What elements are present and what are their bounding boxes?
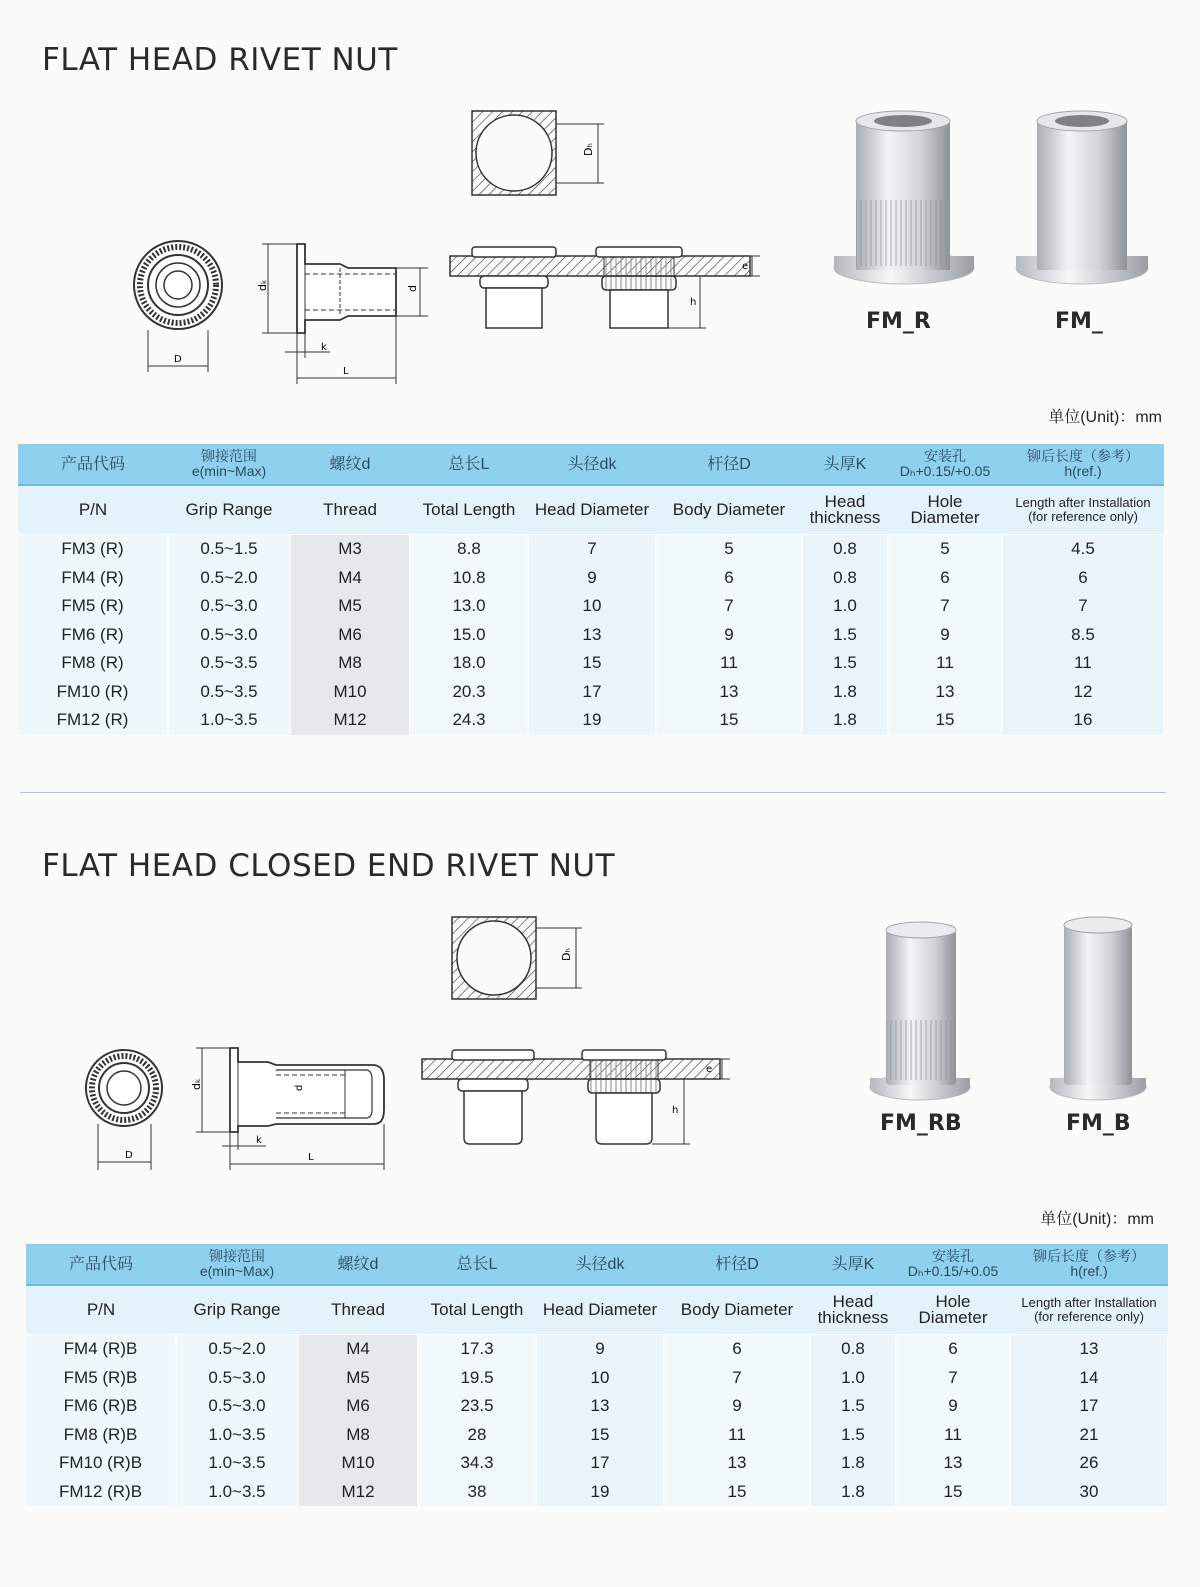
table-cell: 6 [656,564,802,593]
table-cell: M12 [298,1478,418,1507]
header-cn-cell: 安装孔 Dₕ+0.15/+0.05 [896,1244,1010,1285]
svg-text:Dₕ: Dₕ [560,948,573,961]
svg-text:d: d [294,1084,305,1091]
table-cell: 9 [656,621,802,650]
table-cell: 0.8 [810,1335,896,1364]
table-cell: 24.3 [410,706,528,735]
table-cell: 28 [418,1421,536,1450]
table-cell: 10 [528,592,656,621]
svg-text:L: L [308,1152,314,1163]
table-row [26,1478,1168,1507]
table-cell: M5 [298,1364,418,1393]
header-cn-cell: 螺纹d [298,1244,418,1285]
table-row [26,1392,1168,1421]
table-cell: 1.5 [810,1392,896,1421]
table-cell: 15.0 [410,621,528,650]
header-row-en [26,1285,1168,1335]
table-cell: 13 [536,1392,664,1421]
svg-text:h: h [690,297,697,308]
table-cell: 0.5~1.5 [168,535,290,564]
product-label-fm-rb: FM_RB [880,1111,962,1136]
hole-section-icon [452,917,582,999]
table-cell: 7 [896,1364,1010,1393]
table-cell: 11 [656,649,802,678]
table-cell: M4 [290,564,410,593]
header-en-cell: Length after Installation (for reference only) [1002,485,1164,535]
table-cell: FM8 (R) [18,649,168,678]
table-cell: 15 [536,1421,664,1450]
svg-text:k: k [256,1135,262,1146]
table-cell: 4.5 [1002,535,1164,564]
table-cell: 0.5~3.0 [176,1392,298,1421]
table-cell: FM8 (R)B [26,1421,176,1450]
table-cell: 13 [1010,1335,1168,1364]
header-cn-cell: 头径dk [536,1244,664,1285]
table-cell: 1.0~3.5 [176,1478,298,1507]
table-cell: M5 [290,592,410,621]
header-cn-cell: 铆后长度（参考） h(ref.) [1002,444,1164,485]
table-cell: 26 [1010,1449,1168,1478]
dh-label: Dₕ [582,143,595,156]
table-cell: FM3 (R) [18,535,168,564]
table-cell: 21 [1010,1421,1168,1450]
table-cell: M8 [298,1421,418,1450]
table-cell: 0.5~3.0 [168,592,290,621]
header-en-cell: Head thickness [810,1285,896,1335]
product-fm-b-image [1050,917,1146,1100]
table-cell: 7 [656,592,802,621]
product-label-fm-r: FM_R [866,309,931,334]
table-cell: 6 [1002,564,1164,593]
table-cell: M6 [290,621,410,650]
table-cell: 1.0~3.5 [168,706,290,735]
header-en-cell: Body Diameter [656,485,802,535]
table-cell: 13 [656,678,802,707]
table-cell: 18.0 [410,649,528,678]
section1-unit: 单位(Unit)：mm [1048,409,1162,426]
table-cell: 1.0 [802,592,888,621]
table-row [26,1364,1168,1393]
table-cell: 1.5 [802,649,888,678]
table-cell: 17 [536,1449,664,1478]
table-cell: 38 [418,1478,536,1507]
table-cell: FM12 (R)B [26,1478,176,1507]
product-fm-rb-image [870,922,970,1100]
table-cell: 11 [888,649,1002,678]
table-cell: 34.3 [418,1449,536,1478]
header-en-cell: Total Length [410,485,528,535]
table-cell: 9 [888,621,1002,650]
table-cell: FM6 (R) [18,621,168,650]
svg-text:D: D [174,354,182,365]
table-row [26,1449,1168,1478]
table-cell: 0.8 [802,535,888,564]
table-cell: 1.5 [802,621,888,650]
side-profile-icon [190,1048,384,1170]
header-en-cell: Head Diameter [536,1285,664,1335]
header-cn-cell: 产品代码 [18,444,168,485]
table-cell: 15 [656,706,802,735]
table-cell: M8 [290,649,410,678]
table-cell: 6 [896,1335,1010,1364]
table-cell: 6 [888,564,1002,593]
table-cell: 1.5 [810,1421,896,1450]
table-cell: FM12 (R) [18,706,168,735]
table-cell: M10 [290,678,410,707]
table-cell: 0.5~3.0 [176,1364,298,1393]
section2-spec-table [26,1244,1169,1506]
table-cell: 13 [888,678,1002,707]
section2-unit: 单位(Unit)：mm [1040,1211,1154,1228]
table-cell: M3 [290,535,410,564]
header-cn-cell: 产品代码 [26,1244,176,1285]
header-en-cell: Head Diameter [528,485,656,535]
table-cell: 13 [896,1449,1010,1478]
table-cell: FM5 (R)B [26,1364,176,1393]
header-cn-cell: 头厚K [810,1244,896,1285]
table-cell: 23.5 [418,1392,536,1421]
svg-text:L: L [343,366,349,377]
table-cell: 0.8 [802,564,888,593]
table-cell: 15 [888,706,1002,735]
table-cell: 7 [528,535,656,564]
table-cell: FM4 (R)B [26,1335,176,1364]
svg-text:dₖ: dₖ [190,1078,203,1090]
table-cell: 15 [896,1478,1010,1507]
table-cell: FM4 (R) [18,564,168,593]
table-cell: 6 [664,1335,810,1364]
table-cell: 11 [664,1421,810,1450]
table-cell: 0.5~2.0 [176,1335,298,1364]
table-cell: 19 [536,1478,664,1507]
table-cell: 17.3 [418,1335,536,1364]
svg-text:e: e [742,261,749,272]
header-cn-cell: 安装孔 Dₕ+0.15/+0.05 [888,444,1002,485]
table-cell: 12 [1002,678,1164,707]
svg-text:D: D [125,1150,133,1161]
table-cell: 9 [896,1392,1010,1421]
table-cell: 11 [896,1421,1010,1450]
table-cell: 10 [536,1364,664,1393]
table-cell: 19.5 [418,1364,536,1393]
header-row-cn [26,1244,1168,1285]
header-cn-cell: 总长L [418,1244,536,1285]
table-cell: 13.0 [410,592,528,621]
table-cell: 20.3 [410,678,528,707]
table-cell: 1.0~3.5 [176,1449,298,1478]
table-cell: 10.8 [410,564,528,593]
table-cell: 0.5~2.0 [168,564,290,593]
table-cell: 1.8 [802,706,888,735]
table-cell: 13 [664,1449,810,1478]
header-en-cell: P/N [26,1285,176,1335]
header-cn-cell: 铆接范围 e(min~Max) [176,1244,298,1285]
svg-text:h: h [672,1105,679,1116]
header-cn-cell: 杆径D [656,444,802,485]
table-cell: 9 [664,1392,810,1421]
header-en-cell: P/N [18,485,168,535]
table-cell: M10 [298,1449,418,1478]
table-cell: 9 [528,564,656,593]
table-cell: 19 [528,706,656,735]
header-en-cell: Grip Range [168,485,290,535]
product-label-fm: FM_ [1055,309,1103,334]
table-cell: M12 [290,706,410,735]
table-cell: 1.8 [802,678,888,707]
table-cell: 15 [528,649,656,678]
table-cell: 0.5~3.5 [168,649,290,678]
svg-text:d: d [406,285,419,292]
header-en-cell: Thread [290,485,410,535]
header-en-cell: Total Length [418,1285,536,1335]
header-cn-cell: 铆后长度（参考） h(ref.) [1010,1244,1168,1285]
table-cell: 1.0 [810,1364,896,1393]
table-row [26,1421,1168,1450]
table-row [26,1335,1168,1364]
svg-text:k: k [321,342,327,353]
table-cell: 17 [528,678,656,707]
header-en-cell: Grip Range [176,1285,298,1335]
product-label-fm-b: FM_B [1066,1111,1131,1136]
header-cn-cell: 总长L [410,444,528,485]
table-cell: FM6 (R)B [26,1392,176,1421]
table-cell: 0.5~3.5 [168,678,290,707]
header-en-cell: Body Diameter [664,1285,810,1335]
header-en-cell: Head thickness [802,485,888,535]
installed-section-icon [422,1050,730,1144]
end-view-icon [86,1050,162,1170]
table-cell: 8.8 [410,535,528,564]
table-cell: FM10 (R)B [26,1449,176,1478]
table-cell: 1.8 [810,1478,896,1507]
table-cell: 7 [1002,592,1164,621]
table-cell: 13 [528,621,656,650]
table-cell: 1.8 [810,1449,896,1478]
table-cell: M6 [298,1392,418,1421]
header-cn-cell: 头径dk [528,444,656,485]
table-cell: 8.5 [1002,621,1164,650]
header-en-cell: Hole Diameter [888,485,1002,535]
table-cell: 0.5~3.0 [168,621,290,650]
table-cell: 14 [1010,1364,1168,1393]
table-cell: 30 [1010,1478,1168,1507]
header-en-cell: Hole Diameter [896,1285,1010,1335]
svg-text:e: e [706,1064,713,1075]
table-cell: 7 [664,1364,810,1393]
table-cell: FM5 (R) [18,592,168,621]
table-cell: 16 [1002,706,1164,735]
table-cell: 1.0~3.5 [176,1421,298,1450]
table-cell: 7 [888,592,1002,621]
table-cell: 17 [1010,1392,1168,1421]
section1-title: FLAT HEAD RIVET NUT [42,42,398,78]
section2-title: FLAT HEAD CLOSED END RIVET NUT [42,848,616,884]
svg-text:dₖ: dₖ [256,279,269,291]
header-en-cell: Thread [298,1285,418,1335]
table-cell: 5 [888,535,1002,564]
header-cn-cell: 头厚K [802,444,888,485]
table-cell: FM10 (R) [18,678,168,707]
table-cell: 9 [536,1335,664,1364]
table-cell: 5 [656,535,802,564]
header-cn-cell: 螺纹d [290,444,410,485]
table-cell: 15 [664,1478,810,1507]
header-en-cell: Length after Installation (for reference only) [1010,1285,1168,1335]
header-cn-cell: 杆径D [664,1244,810,1285]
header-cn-cell: 铆接范围 e(min~Max) [168,444,290,485]
table-cell: M4 [298,1335,418,1364]
table-cell: 11 [1002,649,1164,678]
